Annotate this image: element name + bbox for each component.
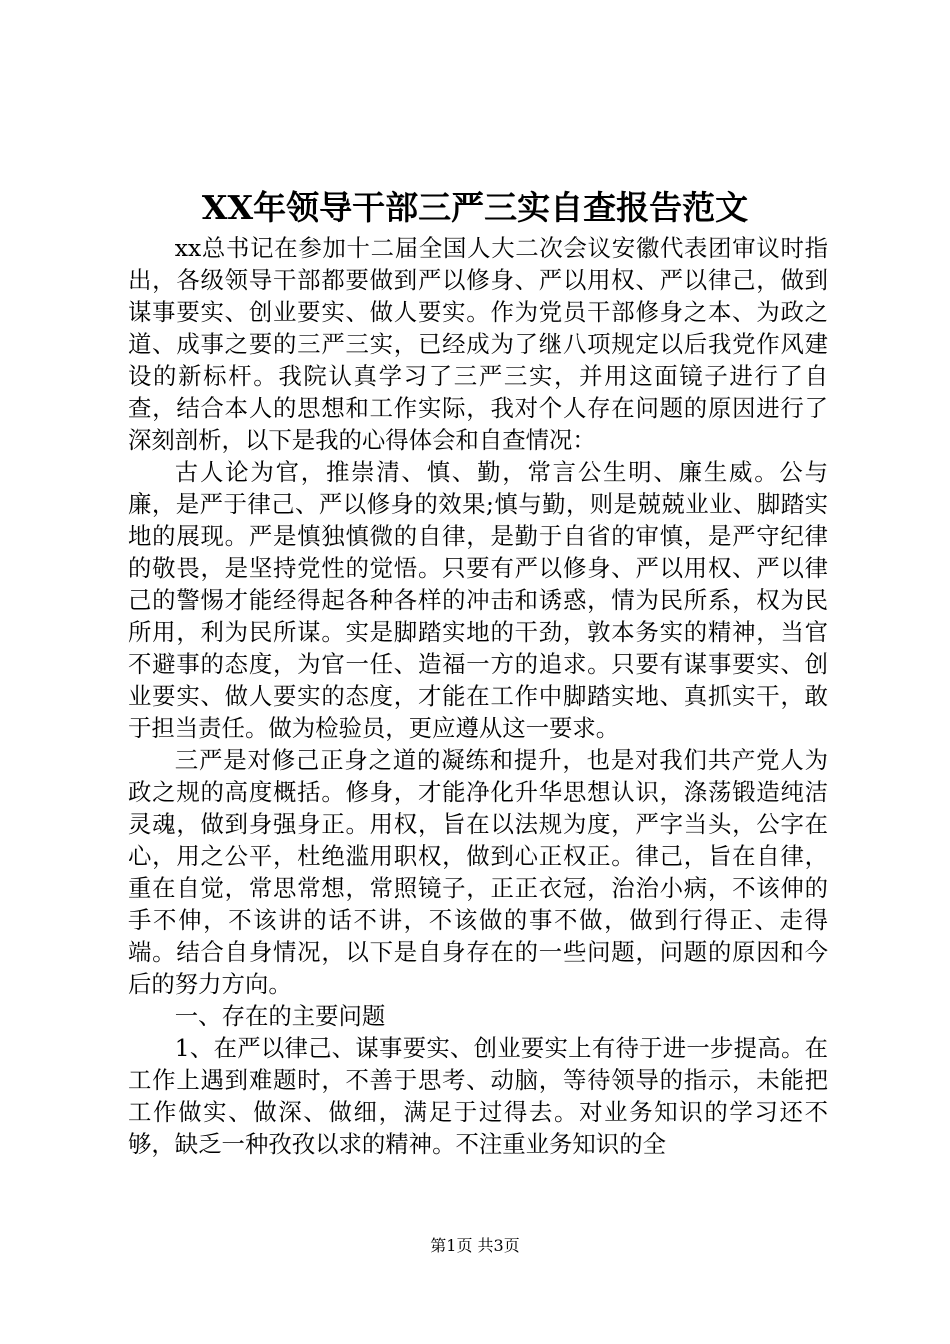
paragraph-intro: xx总书记在参加十二届全国人大二次会议安徽代表团审议时指出，各级领导干部都要做到严以修身、严以用权、严以律己，做到谋事要实、创业要实、做人要实。作为党员干部修身之本、为政之道、成事之要的三严三实，已经成为了继八项规定以后我党作风建设的新标杆。我院认真学习了三严三实，并用这面镜子进行了自查，结合本人的思想和工作实际，我对个人存在问题的原因进行了深刻剖析，以下是我的心得体会和自查情况： bbox=[128, 234, 828, 454]
section-heading-problems: 一、存在的主要问题 bbox=[174, 1002, 386, 1030]
document-title: XX年领导干部三严三实自查报告范文 bbox=[201, 188, 749, 227]
page-number: 第1页 共3页 bbox=[430, 1236, 520, 1255]
paragraph-problem-1: 1、在严以律己、谋事要实、创业要实上有待于进一步提高。在工作上遇到难题时，不善于思考、动脑，等待领导的指示，未能把工作做实、做深、做细，满足于过得去。对业务知识的学习还不够，缺乏一种孜孜以求的精神。不注重业务知识的全 bbox=[128, 1034, 828, 1158]
paragraph-three-stricts: 三严是对修己正身之道的凝练和提升，也是对我们共产党人为政之规的高度概括。修身，才能净化升华思想认识，涤荡锻造纯洁灵魂，做到身强身正。用权，旨在以法规为度，严字当头，公字在心，用之公平，杜绝滥用职权，做到心正权正。律己，旨在自律，重在自觉，常思常想，常照镜子，正正衣冠，治治小病，不该伸的手不伸，不该讲的话不讲，不该做的事不做，做到行得正、走得端。结合自身情况，以下是自身存在的一些问题，问题的原因和今后的努力方向。 bbox=[128, 746, 828, 998]
paragraph-officials: 古人论为官，推崇清、慎、勤，常言公生明、廉生威。公与廉，是严于律己、严以修身的效果;慎与勤，则是兢兢业业、脚踏实地的展现。严是慎独慎微的自律，是勤于自省的审慎，是严守纪律的敬畏，是坚持党性的觉悟。只要有严以修身、严以用权、严以律己的警惕才能经得起各种各样的冲击和诱惑，情为民所系，权为民所用，利为民所谋。实是脚踏实地的干劲，敦本务实的精神，当官不避事的态度，为官一任、造福一方的追求。只要有谋事要实、创业要实、做人要实的态度，才能在工作中脚踏实地、真抓实干，敢于担当责任。做为检验员，更应遵从这一要求。 bbox=[128, 458, 828, 742]
document-body bbox=[128, 232, 828, 1160]
